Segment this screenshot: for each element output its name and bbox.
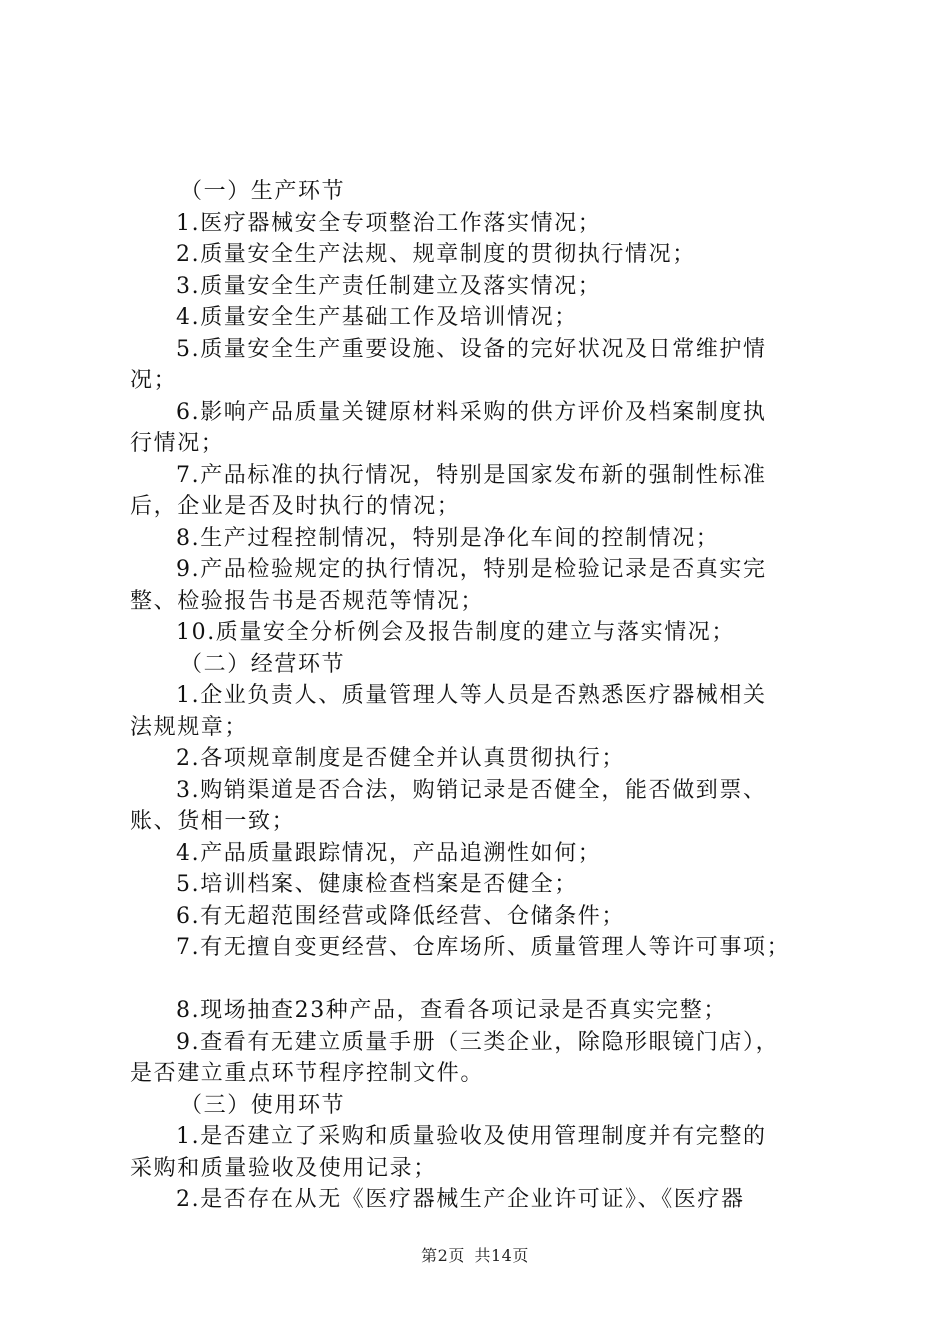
text-line: 行情况； (130, 431, 225, 456)
text-line: 1.企业负责人、质量管理人等人员是否熟悉医疗器械相关 (176, 683, 767, 708)
text-line: 况； (130, 368, 178, 393)
text-line: 9.查看有无建立质量手册（三类企业，除隐形眼镜门店）， (176, 1029, 780, 1055)
page-total: 共14页 (474, 1246, 529, 1265)
text-line: 8.现场抽查23种产品，查看各项记录是否真实完整； (176, 998, 727, 1023)
text-line: 1.是否建立了采购和质量验收及使用管理制度并有完整的 (176, 1124, 767, 1149)
text-line: 3.购销渠道是否合法，购销记录是否健全，能否做到票、 (176, 777, 767, 803)
text-line: 2.各项规章制度是否健全并认真贯彻执行； (176, 746, 625, 771)
page-footer (0, 1243, 950, 1266)
text-line: 整、检验报告书是否规范等情况； (130, 588, 485, 614)
section-heading: （一）生产环节 (180, 179, 346, 204)
section-heading: （三）使用环节 (180, 1092, 346, 1118)
section-heading: （二）经营环节 (180, 651, 346, 677)
text-line: 账、货相一致； (130, 809, 296, 834)
text-line: 法规规章； (130, 714, 249, 740)
text-line: 2.质量安全生产法规、规章制度的贯彻执行情况； (176, 242, 696, 267)
text-line: 4.质量安全生产基础工作及培训情况； (176, 305, 578, 330)
text-line: 6.影响产品质量关键原材料采购的供方评价及档案制度执 (176, 399, 767, 425)
text-line: 8.生产过程控制情况，特别是净化车间的控制情况； (176, 525, 720, 551)
text-line: 6.有无超范围经营或降低经营、仓储条件； (176, 903, 625, 929)
text-line: 7.产品标准的执行情况，特别是国家发布新的强制性标准 (176, 462, 767, 488)
text-line: 5.培训档案、健康检查档案是否健全； (176, 872, 578, 897)
text-line: 5.质量安全生产重要设施、设备的完好状况及日常维护情 (176, 336, 767, 362)
document-body (130, 176, 840, 1216)
text-line: 1.医疗器械安全专项整治工作落实情况； (176, 210, 602, 236)
text-line: 3.质量安全生产责任制建立及落实情况； (176, 273, 602, 299)
text-line: 后，企业是否及时执行的情况； (130, 494, 461, 519)
page-number: 第2页 (421, 1246, 465, 1265)
blank-line (130, 964, 840, 996)
text-line: 2.是否存在从无《医疗器械生产企业许可证》、《医疗器 (176, 1187, 745, 1212)
text-line: 采购和质量验收及使用记录； (130, 1155, 437, 1181)
text-line: 10.质量安全分析例会及报告制度的建立与落实情况； (176, 620, 735, 645)
text-line: 7.有无擅自变更经营、仓库场所、质量管理人等许可事项； (176, 935, 791, 960)
text-line: 是否建立重点环节程序控制文件。 (130, 1061, 485, 1086)
text-line: 4.产品质量跟踪情况，产品追溯性如何； (176, 840, 602, 866)
text-line: 9.产品检验规定的执行情况，特别是检验记录是否真实完 (176, 557, 767, 582)
